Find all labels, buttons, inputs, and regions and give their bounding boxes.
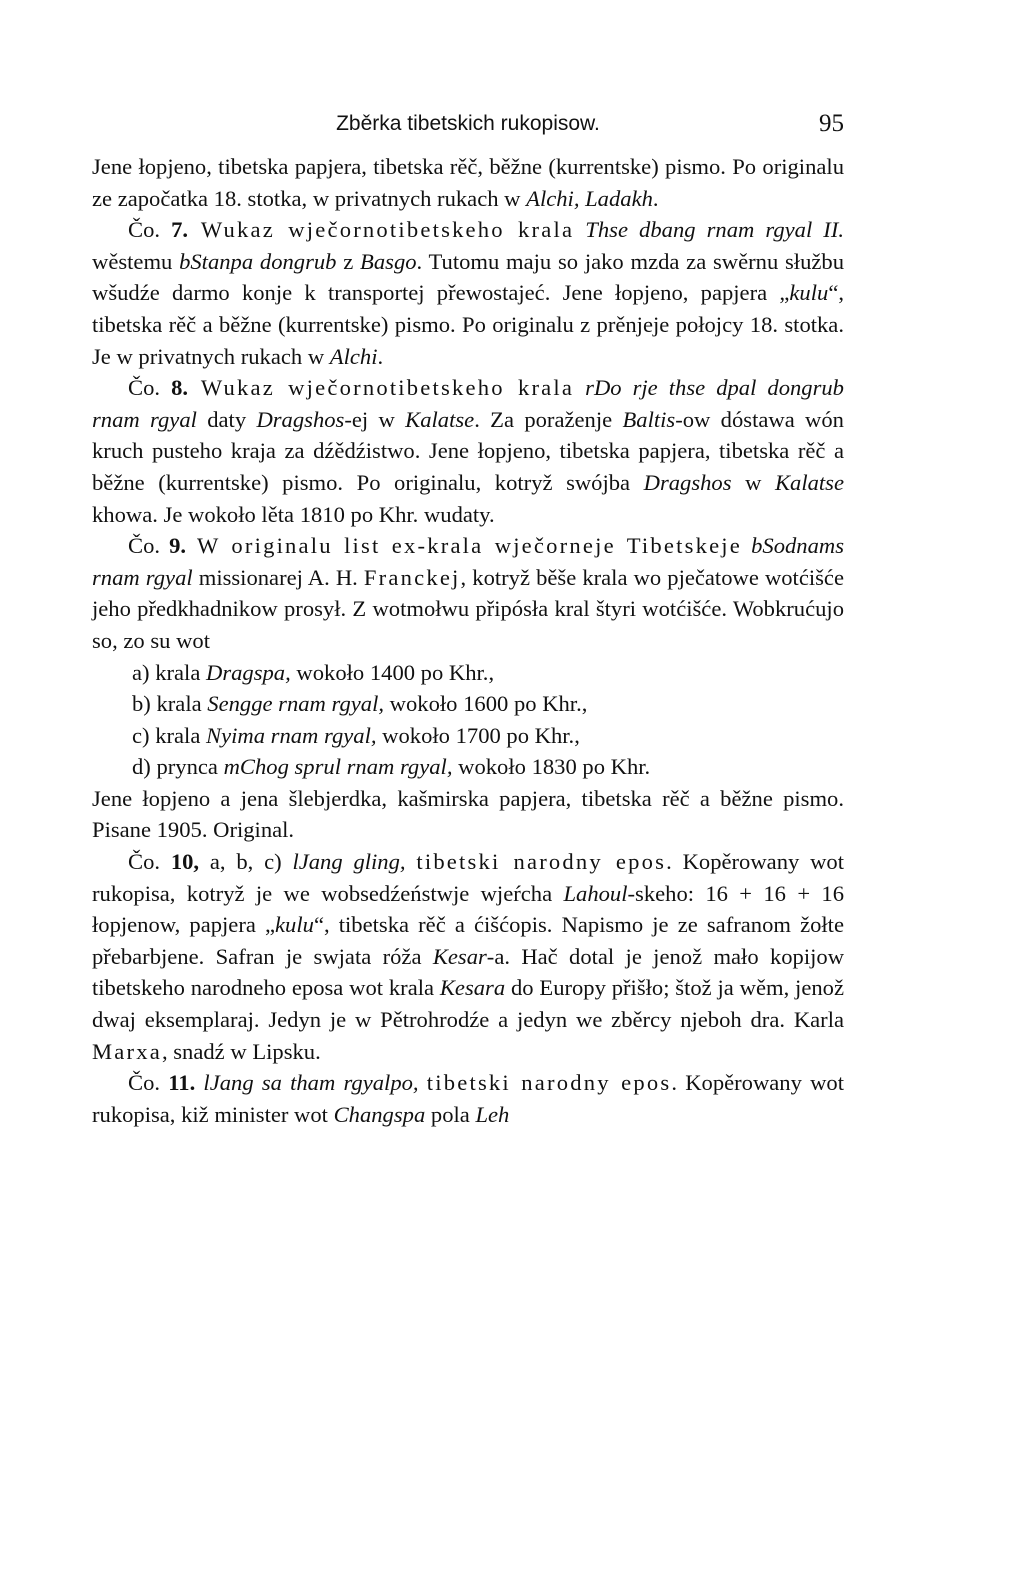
text-run: a) krala (132, 659, 207, 685)
text-run: “, tibetska rěč a běžne (kurrentske) pismo. Po originalu z prěnjeje połojcy 18. stotka. Je w privatnych rukach w (92, 280, 844, 369)
spaced-text: tibetski narodny epos (416, 849, 667, 875)
spaced-text: W originalu list ex-krala wječorneje Tibetskeje (186, 533, 742, 559)
text-run: . Kopěrowany wot rukopisa, kiž minister wot (92, 1070, 844, 1127)
text-run: -ej w (344, 406, 406, 432)
text-run: Čo. (128, 1070, 169, 1096)
text-run: -skeho: 16 + 16 + 16 łopjenow, papjera „ (92, 880, 844, 938)
entry-number: 10, (170, 849, 200, 875)
text-run: daty (196, 406, 257, 432)
italic-term: Sengge rnam rgyal, (207, 691, 385, 717)
italic-term: Alchi, Ladakh (526, 185, 653, 211)
text-run: Čo. (128, 217, 172, 243)
italic-term: Baltis (622, 406, 676, 432)
list-item (132, 657, 844, 689)
text-run: , kotryž běše krala wo pječatowe wotćišće jeho předkhadnikow prosył. Z wotmołwu připósła kral štyri wotćišće. Wobkrućujo so, zo su wot (92, 564, 844, 653)
text-run: wokoło 1830 po Khr. (452, 754, 651, 780)
body-text (92, 151, 844, 1130)
italic-term: Kesar (432, 943, 487, 969)
text-run: khowa. Je wokoło lěta 1810 po Khr. wudaty. (92, 501, 495, 527)
italic-term: kulu (275, 912, 314, 938)
italic-term: Kalatse (774, 469, 844, 495)
italic-term: mChog sprul rnam rgyal, (223, 754, 453, 780)
italic-term: kulu (789, 280, 829, 306)
text-run: b) krala (132, 691, 208, 717)
text-run: Jene łopjeno a jena šlebjerdka, kašmirska papjera, tibetska rěč a běžne pismo. Pisane 1905. Original. (92, 785, 844, 843)
spaced-text: Marxa (92, 1038, 162, 1064)
text-run: c) krala (132, 722, 207, 748)
paragraph (92, 151, 844, 214)
running-title: Zběrka tibetskich rukopisow. (336, 112, 600, 135)
text-run: . (652, 185, 659, 211)
catalog-entry (92, 214, 844, 372)
text-run: do Europy přišło; štož ja wěm, jenož dwaj eksemplaraj. Jedyn je w Pětrohrodźe a jedyn we zběrcy njeboh dra. Karla (92, 975, 844, 1033)
text-run: Čo. (128, 533, 170, 559)
text-run: -ow dóstawa wón kruch pusteho kraja za dźědźistwo. Jene łopjeno, tibetska papjera, tibetska rěč a běžne (kurrentske) pismo. Po originalu, kotryž swójba (92, 406, 844, 495)
italic-term: Lahoul (563, 880, 628, 906)
italic-term: Dragshos (643, 469, 732, 495)
spaced-text: Wukaz wječornotibetskeho krala (188, 217, 575, 243)
italic-term: Kesara (439, 975, 506, 1001)
text-run: “, tibetska rěč a ćišćopis. Napismo je ze safranom žołte přebarbjene. Safran je swjata róža (92, 912, 844, 969)
text-run: w (731, 469, 775, 495)
spaced-text: tibetski narodny epos (426, 1070, 672, 1096)
text-run: . Tutomu maju so jako mzda za swěrnu słužbu wšudźe darmo konje k transportej přewostajeć. Jene łopjeno, papjera „ (92, 248, 845, 306)
catalog-entry (92, 372, 844, 530)
text-run: Jene łopjeno, tibetska papjera, tibetska rěč, běžne (kurrentske) pismo. Po originalu ze započatka 18. stotka, w privatnych rukach w (92, 154, 844, 211)
seal-list (92, 657, 844, 783)
text-run: , snadź w Lipsku. (161, 1038, 321, 1064)
text-run: . Za poraženje (474, 406, 623, 432)
spaced-text: Franckej (363, 564, 461, 590)
paragraph (92, 783, 844, 846)
italic-term: bSodnams rnam rgyal (92, 533, 844, 590)
text-run: wokoło 1400 po Khr., (290, 659, 495, 685)
text-run: z (336, 248, 361, 274)
italic-term: Changspa (333, 1101, 426, 1127)
list-item (132, 751, 844, 783)
text-run: wokoło 1700 po Khr., (376, 722, 580, 748)
italic-term: Dragspa, (206, 659, 291, 685)
text-run: Čo. (128, 375, 172, 401)
text-run: -a. Hač dotal je jenož mało kopijow tibetskeho narodneho eposa wot krala (92, 943, 845, 1001)
page-number: 95 (819, 110, 844, 137)
italic-term: Thse dbang rnam rgyal II. (585, 217, 844, 243)
catalog-entry (92, 846, 844, 1067)
italic-term: Basgo (360, 248, 417, 274)
list-item (132, 720, 844, 752)
italic-term: rDo rje thse dpal dongrub rnam rgyal (92, 375, 844, 432)
entry-number: 11. (168, 1070, 196, 1096)
spaced-text: Wukaz wječornotibetskeho krala (188, 375, 575, 401)
italic-term: Kalatse (405, 406, 475, 432)
text-run (574, 217, 585, 242)
page-header (92, 112, 844, 146)
text-run: . Kopěrowany wot rukopisa, kotryž je we wobsedźeństwje wjeŕcha (92, 849, 844, 906)
text-run: a, b, c) (199, 849, 293, 875)
entry-number: 8. (171, 375, 189, 401)
italic-term: lJang gling, (292, 849, 406, 875)
text-run: wokoło 1600 po Khr., (384, 691, 588, 717)
text-run: wěstemu (92, 248, 180, 274)
text-run (406, 849, 417, 874)
entry-number: 9. (169, 533, 187, 559)
italic-term: lJang sa tham rgyalpo, (203, 1070, 419, 1096)
text-run: pola (425, 1101, 476, 1127)
catalog-entry (92, 1067, 844, 1130)
text-run: . (377, 343, 384, 369)
entry-number: 7. (171, 217, 189, 243)
text-run: missionarej A. H. (192, 564, 364, 590)
text-run (419, 1070, 427, 1095)
book-page (92, 112, 844, 1130)
list-item (132, 688, 844, 720)
text-run: Čo. (128, 849, 171, 875)
catalog-entry (92, 530, 844, 656)
italic-term: Nyima rnam rgyal, (206, 722, 377, 748)
italic-term: Leh (475, 1101, 510, 1127)
italic-term: bStanpa dongrub (179, 248, 337, 274)
text-run: d) prynca (132, 754, 224, 780)
italic-term: Alchi (329, 343, 378, 369)
text-run (742, 533, 751, 558)
text-run (574, 375, 585, 400)
italic-term: Dragshos (256, 406, 345, 432)
